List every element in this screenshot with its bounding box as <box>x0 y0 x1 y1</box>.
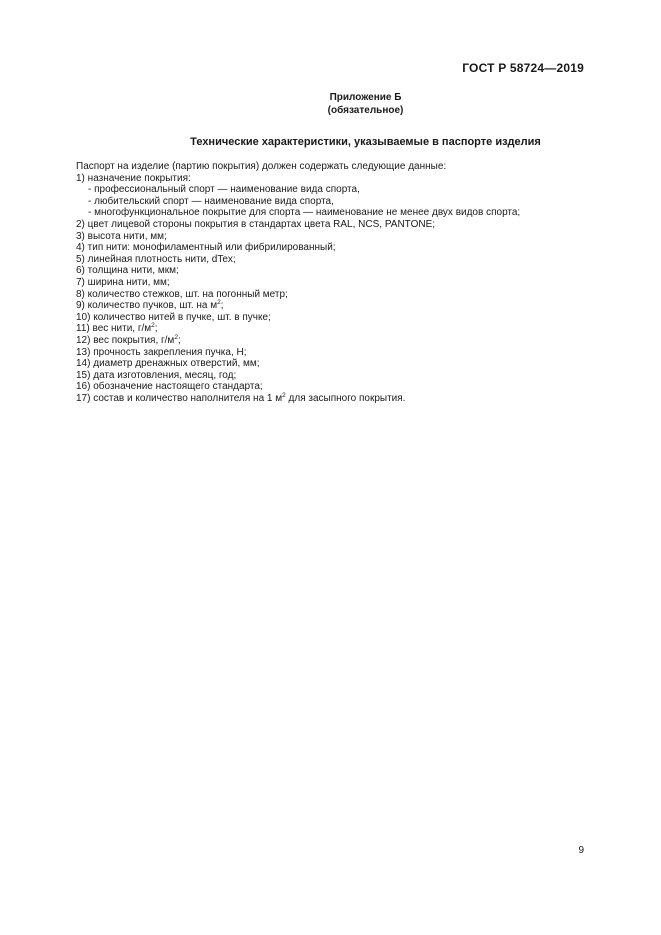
page-number: 9 <box>578 845 584 856</box>
list-item: 4) тип нити: монофиламентный или фибрилированный; <box>76 242 336 254</box>
list-item: 6) толщина нити, мкм; <box>76 265 179 277</box>
list-item: 3) высота нити, мм; <box>76 230 167 242</box>
list-item: 1) назначение покрытия: <box>76 172 191 184</box>
list-item-text: ; <box>177 334 181 346</box>
list-item: 10) количество нитей в пучке, шт. в пучке; <box>76 311 271 323</box>
list-subitem: - профессиональный спорт — наименование вида спорта, <box>88 184 360 196</box>
list-item <box>76 335 576 347</box>
list-item-text: 12) вес покрытия, г/м <box>76 334 175 346</box>
list-item: 5) линейная плотность нити, dTex; <box>76 253 236 265</box>
list-item: 2) цвет лицевой стороны покрытия в стандартах цвета RAL, NCS, PANTONE; <box>76 218 436 230</box>
superscript: 2 <box>151 322 155 330</box>
appendix-status: (обязательное) <box>327 105 404 116</box>
document-code: ГОСТ Р 58724—2019 <box>462 61 584 75</box>
list-item-text: для засыпного покрытия. <box>285 392 406 404</box>
list-item: 16) обозначение настоящего стандарта; <box>76 381 263 393</box>
list-subitem: - любительский спорт — наименование вида спорта, <box>88 195 334 207</box>
superscript: 2 <box>282 391 286 399</box>
list-item: 15) дата изготовления, месяц, год; <box>76 369 237 381</box>
intro-paragraph: Паспорт на изделие (партию покрытия) должен содержать следующие данные: <box>76 161 447 172</box>
list-item-text: 11) вес нити, г/м <box>76 323 152 335</box>
list-item: 14) диаметр дренажных отверстий, мм; <box>76 358 260 370</box>
list-subitem: - многофункциональное покрытие для спорта — наименование не менее двух видов спорта; <box>88 207 521 219</box>
list-item <box>76 323 576 335</box>
list-item: 8) количество стежков, шт. на погонный метр; <box>76 288 288 300</box>
superscript: 2 <box>174 333 178 341</box>
list-item-text: 17) состав и количество наполнителя на 1 м <box>76 392 283 404</box>
list-item-text: ; <box>154 323 158 335</box>
section-title: Технические характеристики, указываемые в паспорте изделия <box>190 136 541 148</box>
superscript: 2 <box>217 299 221 307</box>
appendix-title: Приложение Б <box>329 92 402 103</box>
document-body <box>76 161 576 404</box>
list-item: 7) ширина нити, мм; <box>76 276 170 288</box>
list-item <box>76 393 576 405</box>
appendix-heading <box>0 91 661 117</box>
list-item-text: 9) количество пучков, шт. на м <box>76 300 218 312</box>
list-item-text: ; <box>220 300 224 312</box>
list-item <box>76 300 576 312</box>
list-item: 13) прочность закрепления пучка, Н; <box>76 346 247 358</box>
